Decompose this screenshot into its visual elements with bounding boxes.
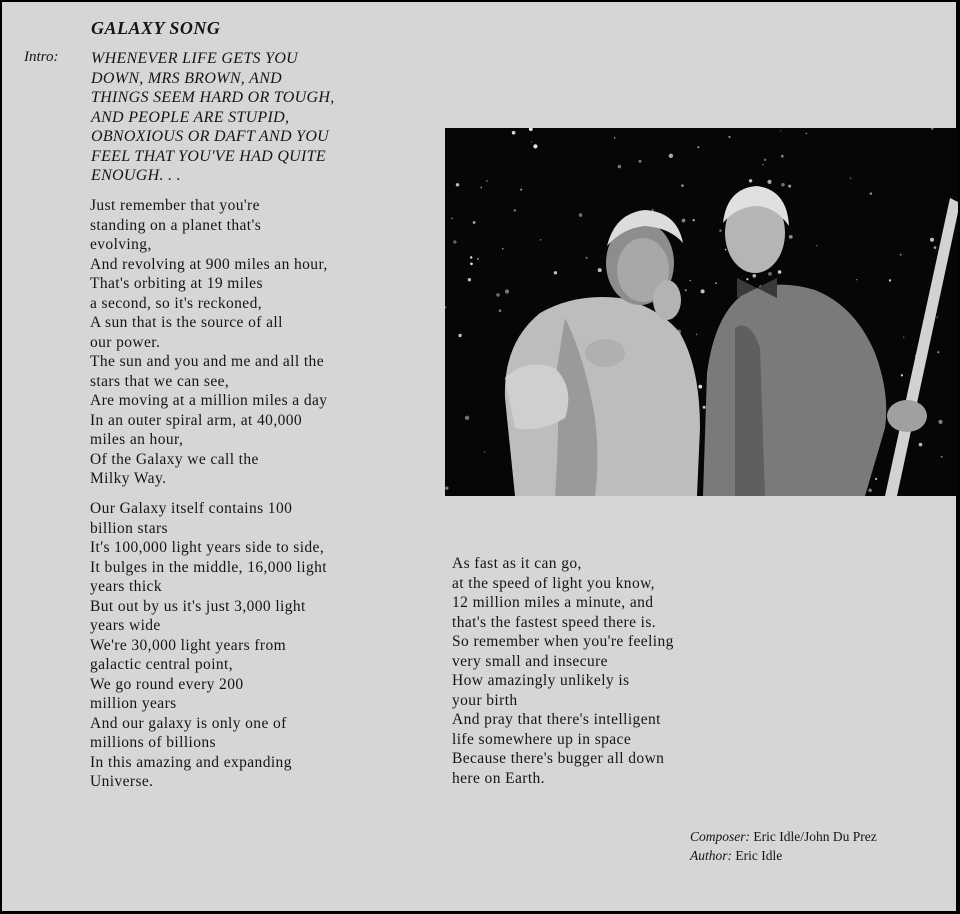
lyric-line: So remember when you're feeling [452, 633, 674, 650]
lyric-line: Universe. [90, 773, 154, 790]
lyric-line: million years [90, 695, 177, 712]
lyric-line: at the speed of light you know, [452, 574, 655, 592]
lyric-line: We go round every 200 [90, 675, 244, 693]
composer-name: Eric Idle/John Du Prez [753, 829, 877, 844]
lyric-line: Because there's bugger all down [452, 750, 665, 767]
lyric-line: 12 million miles a minute, and [452, 594, 654, 611]
lyric-line: DOWN, MRS BROWN, AND [91, 69, 283, 87]
lyric-line: It bulges in the middle, 16,000 light [90, 558, 327, 576]
lyric-line: How amazingly unlikely is [452, 672, 630, 689]
lyric-line: OBNOXIOUS OR DAFT AND YOU [91, 128, 330, 145]
lyric-line: years thick [90, 578, 162, 595]
lyric-line: But out by us it's just 3,000 light [90, 597, 306, 615]
lyric-line: ENOUGH. . . [91, 167, 181, 184]
author-credit [690, 846, 877, 865]
lyric-line: our power. [90, 333, 161, 351]
composer-label: Composer: [690, 829, 750, 844]
lyric-line: A sun that is the source of all [90, 314, 283, 331]
lyric-line: your birth [452, 691, 518, 709]
lyric-line: Of the Galaxy we call the [90, 450, 259, 468]
lyric-line: billion stars [90, 519, 168, 537]
verse-2 [90, 499, 380, 792]
intro-lyrics [91, 49, 381, 186]
lyric-line: life somewhere up in space [452, 730, 632, 748]
lyric-line: standing on a planet that's [90, 216, 262, 234]
lyric-line: That's orbiting at 19 miles [90, 275, 263, 292]
lyric-line: The sun and you and me and all the [90, 353, 324, 370]
lyric-line: THINGS SEEM HARD OR TOUGH, [91, 89, 335, 106]
lyric-line: In this amazing and expanding [90, 753, 292, 771]
lyric-line: evolving, [90, 236, 152, 253]
intro-label: Intro: [24, 49, 59, 65]
lyric-line: Are moving at a million miles a day [90, 392, 328, 409]
author-label: Author: [690, 848, 732, 863]
lyric-line: that's the fastest speed there is. [452, 613, 657, 631]
lyric-line: And pray that there's intelligent [452, 711, 661, 728]
stage-photo [445, 128, 958, 496]
lyric-line: It's 100,000 light years side to side, [90, 539, 325, 556]
lyric-line: WHENEVER LIFE GETS YOU [91, 50, 299, 67]
verse-1 [90, 196, 380, 489]
lyric-line: Milky Way. [90, 470, 167, 487]
lyric-line: a second, so it's reckoned, [90, 294, 262, 312]
lyric-line: And our galaxy is only one of [90, 714, 287, 732]
lyric-line: We're 30,000 light years from [90, 636, 287, 654]
lyric-line: Our Galaxy itself contains 100 [90, 500, 293, 517]
lyric-line: FEEL THAT YOU'VE HAD QUITE [91, 147, 326, 165]
verse-3 [452, 554, 752, 788]
lyric-line: galactic central point, [90, 656, 234, 673]
songbook-page [2, 2, 956, 911]
credits [690, 827, 877, 865]
lyric-line: very small and insecure [452, 652, 608, 670]
lyric-line: As fast as it can go, [452, 555, 582, 572]
composer-credit [690, 827, 877, 846]
lyric-line: millions of billions [90, 734, 216, 751]
lyric-line: miles an hour, [90, 431, 184, 448]
lyric-line: Just remember that you're [90, 197, 260, 214]
lyric-line: And revolving at 900 miles an hour, [90, 255, 328, 273]
lyric-line: In an outer spiral arm, at 40,000 [90, 411, 303, 429]
lyric-line: years wide [90, 617, 161, 634]
lyric-line: here on Earth. [452, 769, 545, 787]
lyric-line: stars that we can see, [90, 372, 230, 390]
stage-photo-image [445, 128, 958, 496]
author-name: Eric Idle [735, 848, 783, 863]
song-title: GALAXY SONG [91, 18, 221, 38]
lyric-line: AND PEOPLE ARE STUPID, [91, 108, 290, 126]
